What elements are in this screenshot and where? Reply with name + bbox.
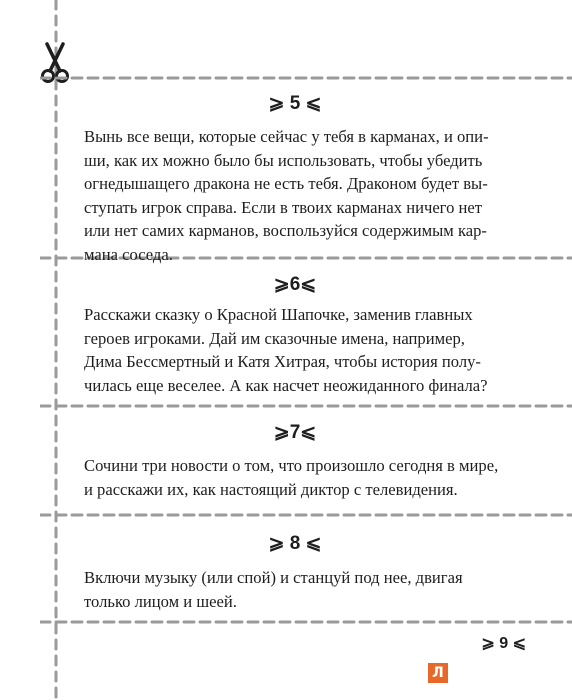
card-7-text bbox=[84, 454, 504, 501]
card-8-text bbox=[84, 566, 504, 613]
cut-line-3 bbox=[40, 403, 572, 409]
next-card-number: ⩾ 9 ⩽ bbox=[481, 635, 526, 652]
cut-line-5 bbox=[40, 619, 572, 625]
text-line: Дима Бессмертный и Катя Хитрая, чтобы история полу- bbox=[84, 352, 481, 371]
text-line: Расскажи сказку о Красной Шапочке, заменив главных bbox=[84, 305, 473, 324]
text-line: Сочини три новости о том, что произошло сегодня в мире, bbox=[84, 456, 499, 475]
card-8-title: ⩾ 8 ⩽ bbox=[268, 533, 322, 554]
text-line: ступать игрок справа. Если в твоих карманах ничего нет bbox=[84, 197, 483, 217]
card-7-title: ⩾7⩽ bbox=[273, 422, 317, 443]
cut-line-1 bbox=[40, 75, 572, 81]
text-line: огнедышащего дракона не есть тебя. Драконом будет вы- bbox=[84, 174, 488, 193]
text-line: Включи музыку (или спой) и станцуй под нее, двигая bbox=[84, 568, 463, 587]
card-5-title: ⩾ 5 ⩽ bbox=[268, 93, 322, 114]
publisher-logo: Л bbox=[428, 663, 448, 683]
card-5-text bbox=[84, 125, 504, 266]
card-6-text bbox=[84, 303, 504, 397]
text-line: Вынь все вещи, которые сейчас у тебя в карманах, и опи- bbox=[84, 127, 489, 146]
text-line: только лицом и шеей. bbox=[84, 591, 237, 611]
cut-line-4 bbox=[40, 512, 572, 518]
text-line: ши, как их можно было бы использовать, чтобы убедить bbox=[84, 150, 483, 170]
text-line: и расскажи их, как настоящий диктор с телевидения. bbox=[84, 479, 458, 499]
text-line: мана соседа. bbox=[84, 244, 173, 264]
card-6-title: ⩾6⩽ bbox=[273, 274, 317, 295]
text-line: чилась еще веселее. А как насчет неожиданного финала? bbox=[84, 375, 488, 395]
text-line: или нет самих карманов, воспользуйся содержимым кар- bbox=[84, 221, 487, 240]
text-line: героев игроками. Дай им сказочные имена, например, bbox=[84, 328, 465, 348]
